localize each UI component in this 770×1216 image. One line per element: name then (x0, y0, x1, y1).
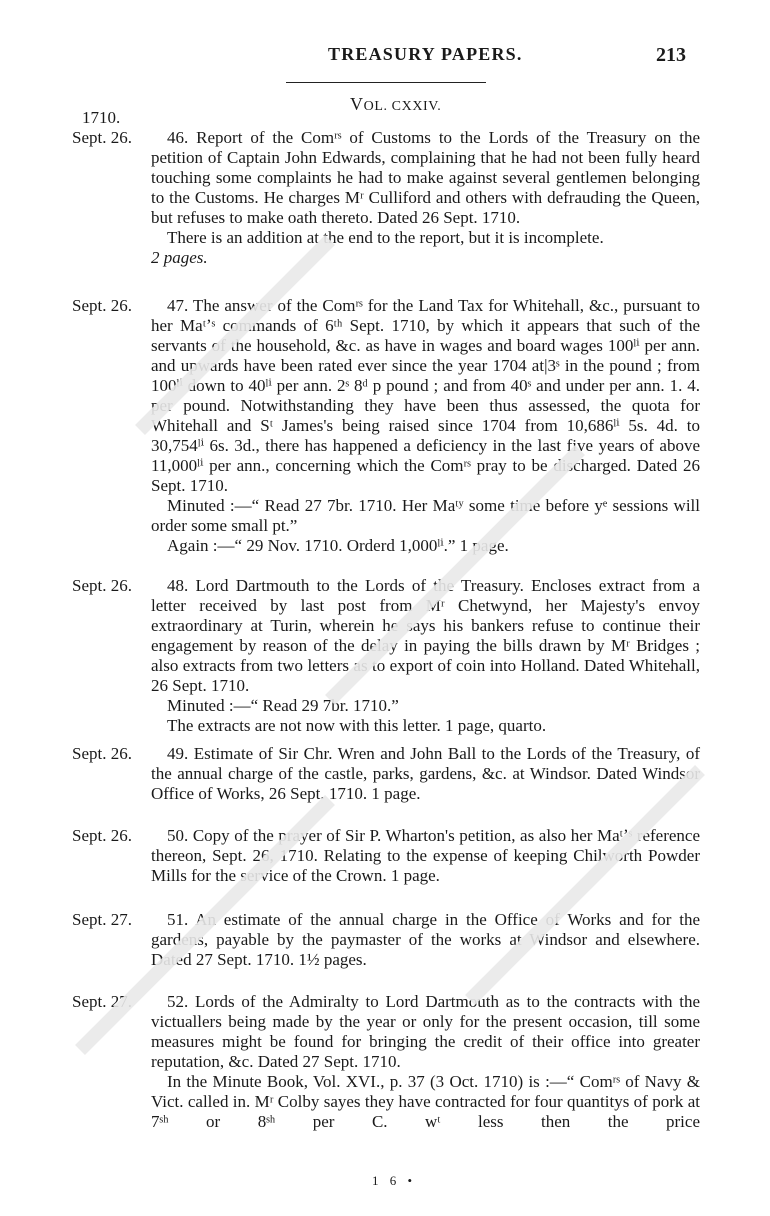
volume-rest: OL. CXXIV. (363, 99, 442, 114)
entry-date: Sept. 26. (72, 576, 132, 595)
entry-date: Sept. 27. (72, 992, 132, 1011)
entry-date: Sept. 26. (72, 744, 132, 763)
entry-note: There is an addition at the end to the report, but it is incomplete. (167, 228, 604, 247)
entry-date: Sept. 26. (72, 826, 132, 845)
entry-note: The extracts are not now with this letter. 1 page, quarto. (167, 716, 547, 735)
entry-body (151, 744, 700, 804)
entry-body (151, 910, 700, 970)
year-label: 1710. (82, 108, 121, 127)
signature-mark: 1 6 • (372, 1173, 417, 1188)
entry-date: Sept. 26. (72, 296, 132, 315)
entry-body (151, 992, 700, 1132)
entry-body (151, 576, 700, 736)
volume-heading (350, 94, 441, 115)
entry-paragraph: 52. Lords of the Admiralty to Lord Dartmouth as to the contracts with the victuallers being made by the year or only for the present occasion, till some measures might be found for bringing the credit of their office into greater reputation, &c. Dated 27 Sept. 1710. (151, 992, 700, 1071)
volume-prefix: V (350, 94, 364, 114)
entry-paragraph: 51. An estimate of the annual charge in the Office of Works and for the gardens, payable by the paymaster of the works at Windsor and elsewhere. Dated 27 Sept. 1710. 1½ pages. (151, 910, 700, 969)
entry-extent: 2 pages. (151, 248, 208, 267)
page-number: 213 (656, 44, 686, 66)
entry-body (151, 128, 700, 268)
entry-minute: Minuted :—“ Read 29 7br. 1710.” (167, 696, 399, 715)
entry-paragraph: 46. Report of the Comʳˢ of Customs to the Lords of the Treasury on the petition of Captain John Edwards, complaining that he had not been fully heard touching some complaints he had to make against several gentlemen belonging to the Customs. He charges Mʳ Culliford and others with defrauding the Queen, but refuses to make oath thereto. Dated 26 Sept. 1710. (151, 128, 700, 227)
page-header (0, 44, 770, 74)
running-title: TREASURY PAPERS. (328, 44, 523, 64)
entry-minute: Minuted :—“ Read 27 7br. 1710. Her Maᵗʸ some time before yᵉ sessions will order some small pt.” (151, 496, 700, 535)
entry-date: Sept. 26. (72, 128, 132, 147)
entry-minute-book: In the Minute Book, Vol. XVI., p. 37 (3 Oct. 1710) is :—“ Comʳˢ of Navy & Vict. called in. Mʳ Colby sayes they have contracted for four quantitys of pork at 7ˢʰ or 8ˢʰ per C. wᵗ less then the price (151, 1072, 700, 1131)
header-rule (286, 82, 486, 83)
entry-body (151, 826, 700, 886)
entry-body (151, 296, 700, 556)
entry-paragraph: 48. Lord Dartmouth to the Lords of the Treasury. Encloses extract from a letter received by last post from Mʳ Chetwynd, her Majesty's envoy extraordinary at Turin, wherein he says his bankers refuse to continue their engagement by reason of the delay in paying the bills drawn by Mʳ Bridges ; also extracts from two letters as to export of coin into Holland. Dated Whitehall, 26 Sept. 1710. (151, 576, 700, 695)
entry-minute-again: Again :—“ 29 Nov. 1710. Orderd 1,000ˡⁱ.” 1 page. (167, 536, 509, 555)
entry-date: Sept. 27. (72, 910, 132, 929)
entry-paragraph: 47. The answer of the Comʳˢ for the Land Tax for Whitehall, &c., pursuant to her Maᵗʼˢ commands of 6ᵗʰ Sept. 1710, by which it appears that such of the servants of the household, &c. as have in wages and board wages 100ˡⁱ per ann. and upwards have been rated ever since the year 1704 at|3ˢ in the pound ; from 100ˡⁱ down to 40ˡⁱ per ann. 2ˢ 8ᵈ p pound ; and from 40ˢ and under per ann. 1. 4. per pound. Notwithstanding they have been thus assessed, the quota for Whitehall and Sᵗ James's being raised since 1704 from 10,686ˡⁱ 5s. 4d. to 30,754ˡⁱ 6s. 3d., there has happened a deficiency in the last five years of above 11,000ˡⁱ per ann., concerning which the Comʳˢ pray to be discharged. Dated 26 Sept. 1710. (151, 296, 700, 495)
entry-paragraph: 50. Copy of the prayer of Sir P. Wharton's petition, as also her Maᵗʼˢ reference thereon, Sept. 26, 1710. Relating to the expense of keeping Chilworth Powder Mills for the service of the Crown. 1 page. (151, 826, 700, 885)
entry-paragraph: 49. Estimate of Sir Chr. Wren and John Ball to the Lords of the Treasury, of the annual charge of the castle, parks, gardens, &c. at Windsor. Dated Windsor Office of Works, 26 Sept. 1710. 1 page. (151, 744, 700, 803)
